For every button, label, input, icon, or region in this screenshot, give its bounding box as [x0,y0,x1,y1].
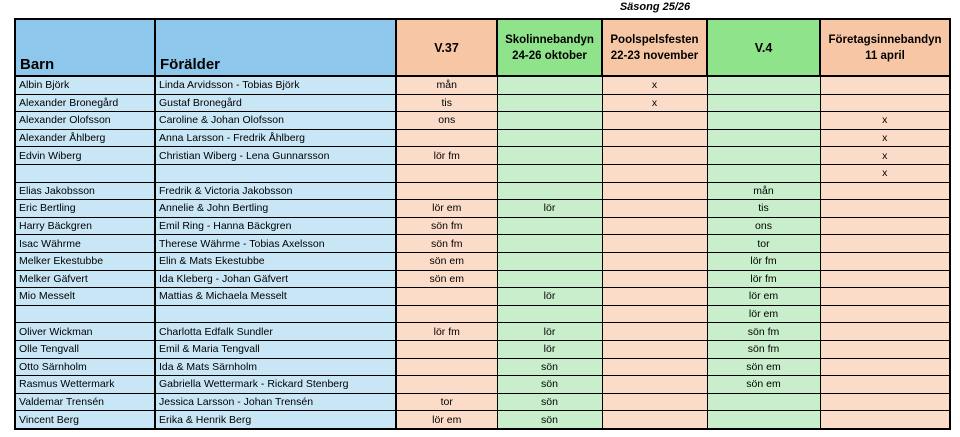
cell-foralder: Elin & Mats Ekestubbe [155,252,396,270]
table-row [15,217,950,235]
cell-v4 [707,76,820,94]
table-row [15,147,950,165]
table-row [15,393,950,411]
cell-poolspelsfesten [602,288,707,306]
cell-foralder [155,164,396,182]
cell-v37: tis [396,94,497,112]
cell-foralder: Gustaf Bronegård [155,94,396,112]
cell-foralder: Linda Arvidsson - Tobias Björk [155,76,396,94]
cell-barn: Rasmus Wettermark [15,376,155,394]
cell-v37: lör fm [396,323,497,341]
cell-v4: mån [707,182,820,200]
cell-poolspelsfesten [602,323,707,341]
cell-foralder: Ida Kleberg - Johan Gäfvert [155,270,396,288]
cell-foretagsinnebandyn [820,323,950,341]
table-row [15,252,950,270]
cell-skolinnebandyn [497,164,602,182]
cell-foralder: Jessica Larsson - Johan Trensén [155,393,396,411]
cell-foralder: Ida & Mats Särnholm [155,358,396,376]
column-header-poolspelsfesten [602,19,707,76]
schedule-table [14,18,951,430]
column-header-foretagsinnebandyn [820,19,950,76]
cell-skolinnebandyn [497,112,602,130]
cell-v37 [396,129,497,147]
cell-foretagsinnebandyn [820,376,950,394]
cell-v4 [707,129,820,147]
table-row [15,200,950,218]
cell-v4 [707,164,820,182]
cell-poolspelsfesten [602,376,707,394]
cell-barn: Harry Bäckgren [15,217,155,235]
cell-foretagsinnebandyn [820,235,950,253]
cell-foretagsinnebandyn [820,252,950,270]
cell-foretagsinnebandyn [820,76,950,94]
column-header-skolinnebandyn [497,19,602,76]
cell-barn: Valdemar Trensén [15,393,155,411]
cell-foralder [155,305,396,323]
cell-poolspelsfesten: x [602,76,707,94]
cell-foralder: Anna Larsson - Fredrik Åhlberg [155,129,396,147]
table-row [15,305,950,323]
cell-poolspelsfesten: x [602,94,707,112]
cell-foretagsinnebandyn: x [820,112,950,130]
cell-barn [15,305,155,323]
cell-barn: Eric Bertling [15,200,155,218]
cell-foralder: Caroline & Johan Olofsson [155,112,396,130]
cell-foretagsinnebandyn: x [820,147,950,165]
cell-v4: sön em [707,376,820,394]
cell-foretagsinnebandyn [820,393,950,411]
cell-skolinnebandyn: lör [497,200,602,218]
cell-v37: lör em [396,200,497,218]
cell-skolinnebandyn [497,94,602,112]
cell-barn: Melker Gäfvert [15,270,155,288]
cell-foretagsinnebandyn: x [820,164,950,182]
cell-foretagsinnebandyn [820,288,950,306]
cell-skolinnebandyn: sön [497,358,602,376]
cell-poolspelsfesten [602,305,707,323]
table-row [15,288,950,306]
cell-v4: lör em [707,288,820,306]
cell-foralder: Mattias & Michaela Messelt [155,288,396,306]
table-row [15,235,950,253]
cell-foretagsinnebandyn [820,358,950,376]
cell-foretagsinnebandyn [820,217,950,235]
cell-skolinnebandyn [497,129,602,147]
cell-skolinnebandyn [497,76,602,94]
cell-v4: sön fm [707,323,820,341]
table-row [15,411,950,429]
cell-v37 [396,340,497,358]
table-row [15,340,950,358]
table-row [15,94,950,112]
cell-barn: Alexander Bronegård [15,94,155,112]
cell-v37: sön fm [396,217,497,235]
cell-skolinnebandyn [497,252,602,270]
cell-poolspelsfesten [602,129,707,147]
poolspelsfesten-dates: 22-23 november [610,49,699,62]
cell-barn: Alexander Åhlberg [15,129,155,147]
season-label: Säsong 25/26 [619,1,691,13]
poolspelsfesten-title: Poolspelsfesten [610,33,699,46]
cell-v37 [396,358,497,376]
cell-poolspelsfesten [602,112,707,130]
table-row [15,376,950,394]
cell-barn: Oliver Wickman [15,323,155,341]
cell-v4 [707,112,820,130]
cell-foretagsinnebandyn [820,200,950,218]
cell-v37: sön em [396,270,497,288]
cell-barn: Vincent Berg [15,411,155,429]
cell-poolspelsfesten [602,147,707,165]
table-row [15,129,950,147]
column-header-barn: Barn [15,19,155,76]
cell-foretagsinnebandyn [820,94,950,112]
table-row [15,112,950,130]
cell-barn: Olle Tengvall [15,340,155,358]
cell-v4 [707,411,820,429]
cell-poolspelsfesten [602,200,707,218]
cell-barn: Edvin Wiberg [15,147,155,165]
cell-barn: Melker Ekestubbe [15,252,155,270]
cell-skolinnebandyn: sön [497,393,602,411]
cell-v4: lör fm [707,252,820,270]
cell-v4: tis [707,200,820,218]
cell-v37 [396,288,497,306]
table-row [15,76,950,94]
cell-barn: Albin Björk [15,76,155,94]
cell-v4: tor [707,235,820,253]
cell-v4 [707,393,820,411]
cell-v37 [396,305,497,323]
cell-barn: Elias Jakobsson [15,182,155,200]
cell-foralder: Charlotta Edfalk Sundler [155,323,396,341]
cell-foralder: Emil & Maria Tengvall [155,340,396,358]
cell-v4: lör em [707,305,820,323]
table-row [15,358,950,376]
cell-foralder: Annelie & John Bertling [155,200,396,218]
cell-v4 [707,147,820,165]
cell-poolspelsfesten [602,270,707,288]
skolinnebandyn-title: Skolinnebandyn [505,33,594,46]
cell-skolinnebandyn: lör [497,288,602,306]
cell-poolspelsfesten [602,164,707,182]
cell-poolspelsfesten [602,393,707,411]
table-row [15,164,950,182]
cell-skolinnebandyn: lör [497,323,602,341]
cell-v4: sön em [707,358,820,376]
table-row [15,323,950,341]
cell-barn: Alexander Olofsson [15,112,155,130]
cell-foralder: Christian Wiberg - Lena Gunnarsson [155,147,396,165]
cell-poolspelsfesten [602,411,707,429]
cell-v4 [707,94,820,112]
cell-foralder: Emil Ring - Hanna Bäckgren [155,217,396,235]
cell-foretagsinnebandyn: x [820,129,950,147]
cell-v37: lör fm [396,147,497,165]
cell-skolinnebandyn [497,217,602,235]
cell-skolinnebandyn [497,235,602,253]
cell-v37: ons [396,112,497,130]
cell-foretagsinnebandyn [820,340,950,358]
cell-v37: mån [396,76,497,94]
cell-v37: sön em [396,252,497,270]
column-header-v4: V.4 [707,19,820,76]
cell-skolinnebandyn [497,270,602,288]
cell-foretagsinnebandyn [820,270,950,288]
cell-poolspelsfesten [602,217,707,235]
cell-skolinnebandyn [497,182,602,200]
cell-skolinnebandyn: sön [497,376,602,394]
column-header-v37: V.37 [396,19,497,76]
table-row [15,270,950,288]
cell-skolinnebandyn [497,147,602,165]
cell-barn [15,164,155,182]
cell-foretagsinnebandyn [820,182,950,200]
cell-foralder: Fredrik & Victoria Jakobsson [155,182,396,200]
cell-v37: lör em [396,411,497,429]
cell-barn: Mio Messelt [15,288,155,306]
cell-foralder: Therese Währme - Tobias Axelsson [155,235,396,253]
foretagsinnebandyn-dates: 11 april [865,49,905,62]
cell-skolinnebandyn: sön [497,411,602,429]
skolinnebandyn-dates: 24-26 oktober [512,49,587,62]
cell-poolspelsfesten [602,235,707,253]
cell-foralder: Gabriella Wettermark - Rickard Stenberg [155,376,396,394]
foretagsinnebandyn-title: Företagsinnebandyn [828,33,942,46]
cell-poolspelsfesten [602,358,707,376]
cell-v37: tor [396,393,497,411]
column-header-foralder: Förälder [155,19,396,76]
cell-v37 [396,376,497,394]
table-row [15,182,950,200]
cell-foretagsinnebandyn [820,305,950,323]
cell-foretagsinnebandyn [820,411,950,429]
cell-v4: sön fm [707,340,820,358]
cell-v37: sön fm [396,235,497,253]
header-row [15,19,950,76]
cell-poolspelsfesten [602,340,707,358]
cell-poolspelsfesten [602,252,707,270]
cell-v4: lör fm [707,270,820,288]
cell-skolinnebandyn [497,305,602,323]
cell-barn: Isac Währme [15,235,155,253]
cell-poolspelsfesten [602,182,707,200]
cell-v4: ons [707,217,820,235]
cell-foralder: Erika & Henrik Berg [155,411,396,429]
cell-v37 [396,164,497,182]
cell-skolinnebandyn: lör [497,340,602,358]
cell-barn: Otto Särnholm [15,358,155,376]
cell-v37 [396,182,497,200]
